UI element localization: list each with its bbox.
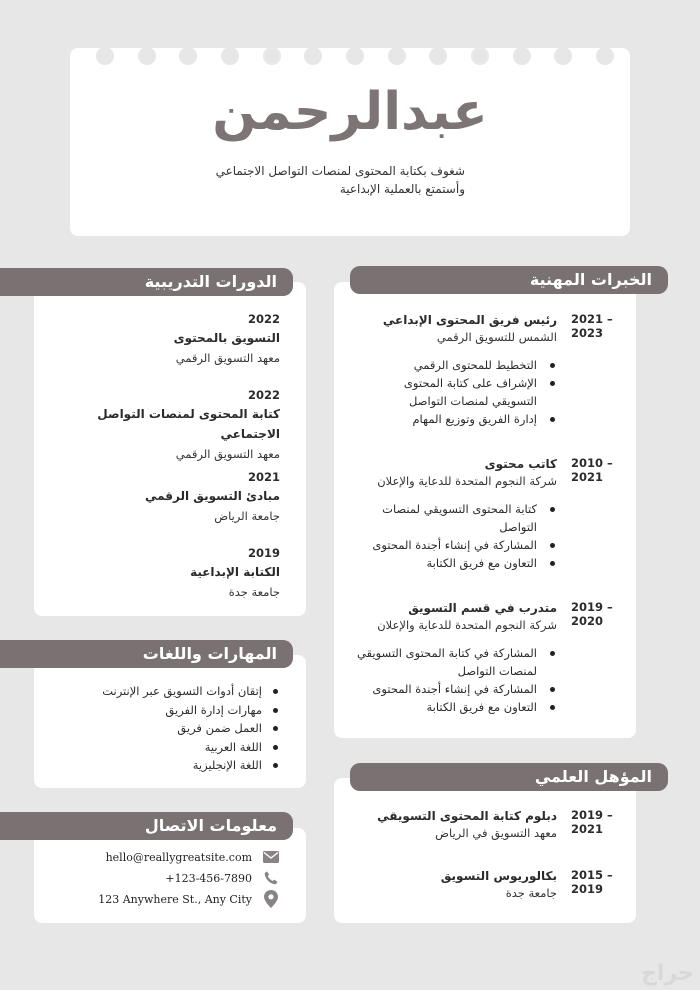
course-item xyxy=(40,544,280,602)
watermark-logo: حراج xyxy=(641,961,694,986)
experience-bullet: الإشراف على كتابة المحتوى التسويقي لمنصات التواصل xyxy=(357,374,543,410)
skill-item: إتقان أدوات التسويق عبر الإنترنت xyxy=(48,682,278,701)
course-title: الكتابة الإبداعية xyxy=(190,565,280,579)
course-institute: جامعة الرياض xyxy=(214,509,280,523)
contact-email-row xyxy=(80,846,280,868)
contact-address: 123 Anywhere St., Any City xyxy=(98,892,252,906)
education-org: جامعة جدة xyxy=(505,886,557,900)
contact-phone-row xyxy=(80,867,280,889)
experience-years: 2010 – 2021 xyxy=(571,456,613,484)
course-year: 2022 xyxy=(247,312,280,326)
education-years: 2015 – 2019 xyxy=(571,868,613,896)
course-institute: معهد التسويق الرقمي xyxy=(175,351,280,365)
course-year: 2021 xyxy=(247,470,280,484)
skill-item: اللغة الإنجليزية xyxy=(48,756,278,775)
experience-title: رئيس فريق المحتوى الإبداعي xyxy=(382,313,557,327)
course-institute: جامعة جدة xyxy=(228,585,280,599)
education-years: 2019 – 2021 xyxy=(571,808,613,836)
experience-org: شركة النجوم المتحدة للدعاية والإعلان xyxy=(377,618,557,632)
contact-address-row xyxy=(80,888,280,910)
experience-bullet: التخطيط للمحتوى الرقمي xyxy=(357,356,543,374)
course-item xyxy=(40,310,280,368)
course-year: 2019 xyxy=(247,546,280,560)
header-card xyxy=(70,48,630,236)
experience-bullet: إدارة الفريق وتوزيع المهام xyxy=(357,410,543,428)
course-title: التسويق بالمحتوى xyxy=(173,331,280,345)
course-title: مبادئ التسويق الرقمي xyxy=(144,489,280,503)
phone-icon xyxy=(262,869,280,887)
section-title-courses: الدورات التدريبية xyxy=(0,268,293,296)
experience-bullet: كتابة المحتوى التسويقي لمنصات التواصل xyxy=(357,500,543,536)
experience-item xyxy=(350,600,635,720)
education-title: دبلوم كتابة المحتوى التسويقي xyxy=(377,809,557,823)
experience-bullet: التعاون مع فريق الكتابة xyxy=(357,698,543,716)
education-title: بكالوريوس التسويق xyxy=(440,869,557,883)
experience-bullet: المشاركة في كتابة المحتوى التسويقي لمنصات التواصل xyxy=(357,644,543,680)
experience-item xyxy=(350,456,635,576)
course-year: 2022 xyxy=(247,388,280,402)
location-pin-icon xyxy=(262,890,280,908)
skill-item: مهارات إدارة الفريق xyxy=(48,701,278,720)
course-item xyxy=(40,468,280,526)
profile-summary: شغوف بكتابة المحتوى لمنصات التواصل الاجتماعي وأستمتع بالعملية الإبداعية xyxy=(215,164,465,196)
contact-email[interactable]: hello@reallygreatsite.com xyxy=(105,850,252,864)
experience-bullet: المشاركة في إنشاء أجندة المحتوى xyxy=(357,680,543,698)
course-item xyxy=(40,386,280,464)
experience-org: شركة النجوم المتحدة للدعاية والإعلان xyxy=(377,474,557,488)
skill-item: العمل ضمن فريق xyxy=(48,719,278,738)
experience-years: 2019 – 2020 xyxy=(571,600,613,628)
section-title-skills: المهارات واللغات xyxy=(0,640,293,668)
course-title: كتابة المحتوى لمنصات التواصل الاجتماعي xyxy=(97,407,280,441)
experience-bullet: التعاون مع فريق الكتابة xyxy=(357,554,543,572)
envelope-icon xyxy=(262,848,280,866)
experience-item xyxy=(350,312,635,432)
education-item xyxy=(350,868,635,908)
experience-title: متدرب في قسم التسويق xyxy=(408,601,557,615)
skills-list xyxy=(48,682,278,775)
section-title-experience: الخبرات المهنية xyxy=(350,266,668,294)
section-title-contact: معلومات الاتصال xyxy=(0,812,293,840)
experience-org: الشمس للتسويق الرقمي xyxy=(436,330,557,344)
experience-title: كاتب محتوى xyxy=(484,457,557,471)
candidate-name: عبدالرحمن xyxy=(212,82,488,142)
skill-item: اللغة العربية xyxy=(48,738,278,757)
contact-phone[interactable]: +123-456-7890 xyxy=(165,871,252,885)
course-institute: معهد التسويق الرقمي xyxy=(175,447,280,461)
paper-holes xyxy=(96,47,614,65)
section-title-education: المؤهل العلمي xyxy=(350,763,668,791)
education-item xyxy=(350,808,635,848)
experience-years: 2021 – 2023 xyxy=(571,312,613,340)
education-org: معهد التسويق في الرياض xyxy=(435,826,557,840)
experience-bullet: المشاركة في إنشاء أجندة المحتوى xyxy=(357,536,543,554)
